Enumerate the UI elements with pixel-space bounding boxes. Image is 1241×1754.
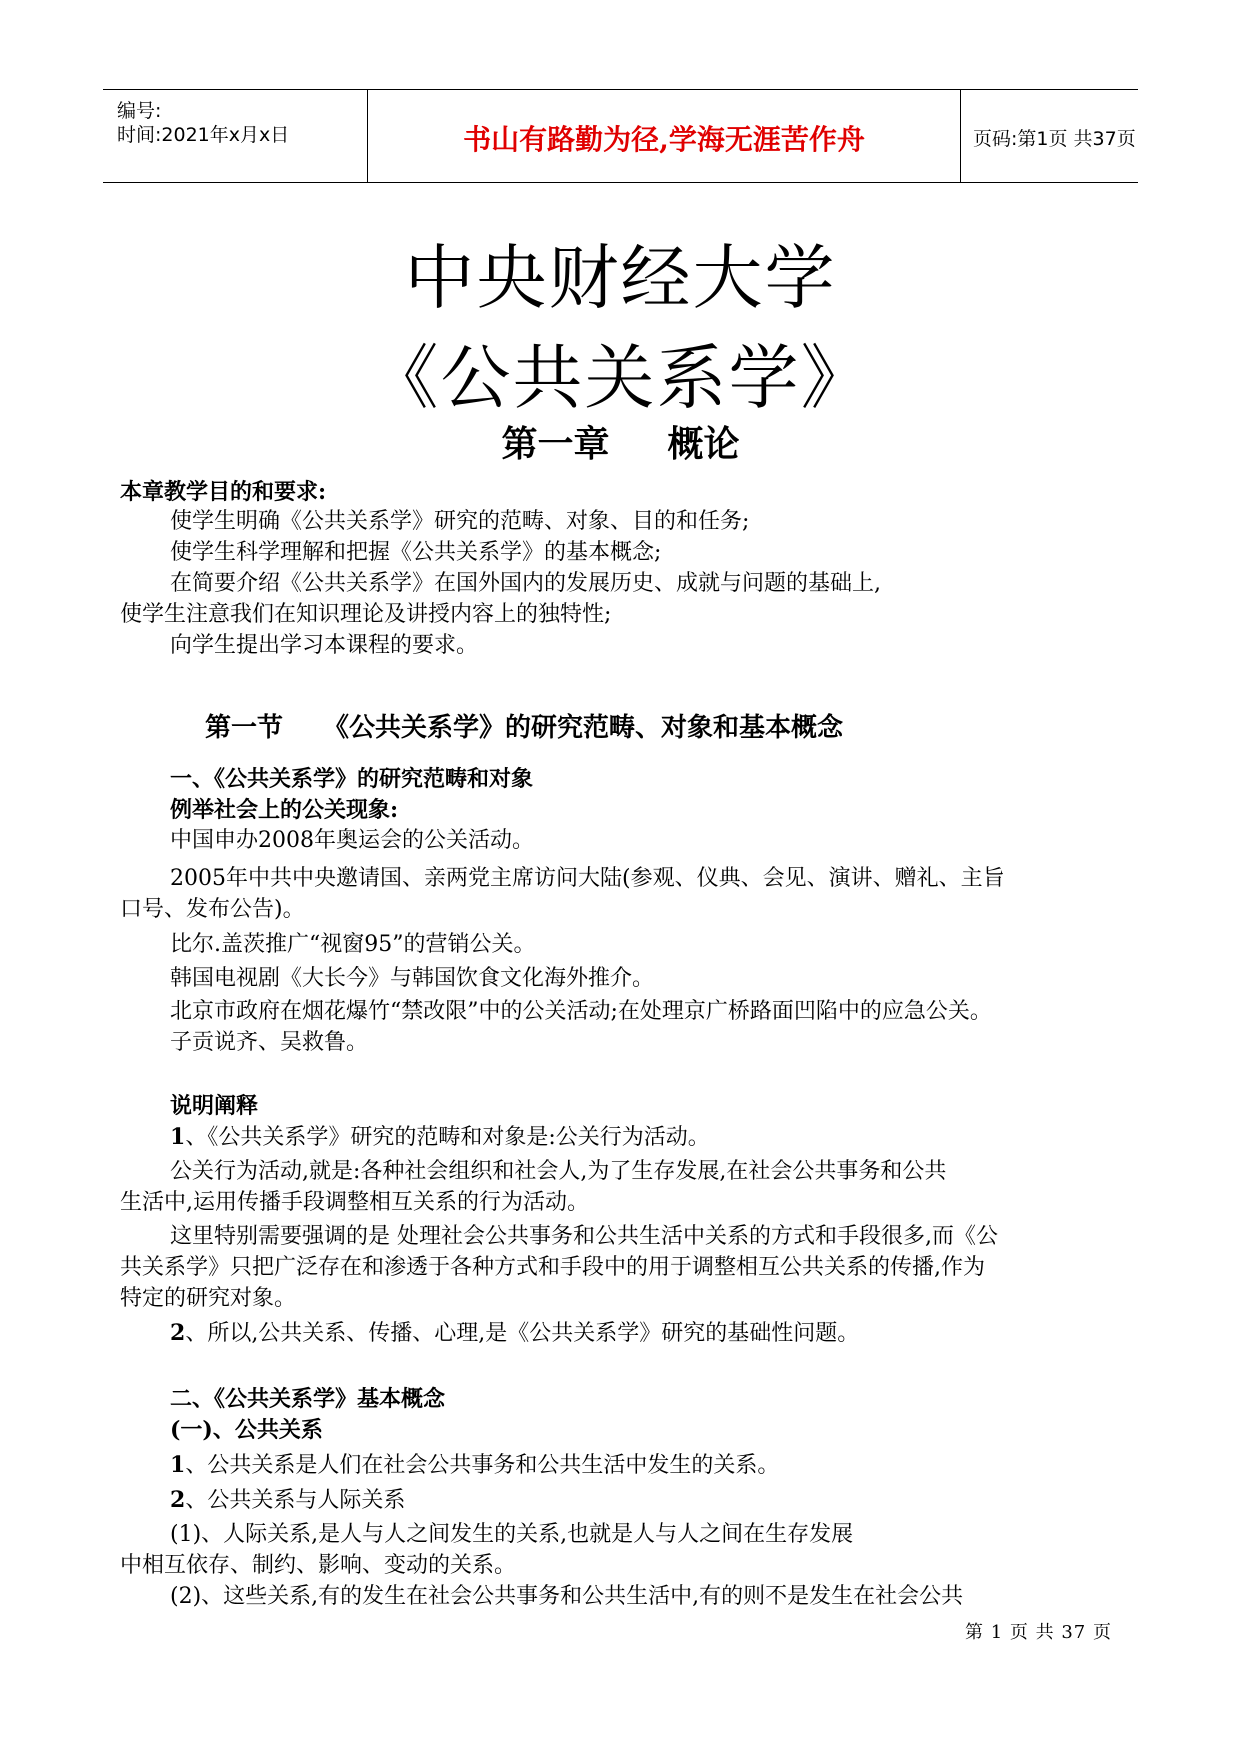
course-title: 《公共关系学》 bbox=[368, 337, 873, 419]
paragraph-number: 1 bbox=[170, 1452, 186, 1478]
header-page-cell bbox=[961, 90, 1138, 182]
subsection-heading: 二、《公共关系学》基本概念 bbox=[170, 1386, 446, 1412]
paragraph-line bbox=[170, 1318, 859, 1349]
time-label: 时间:2021年x月x日 bbox=[117, 124, 290, 146]
paragraph-line: 生活中,运用传播手段调整相互关系的行为活动。 bbox=[120, 1190, 589, 1215]
example-line: 北京市政府在烟花爆竹“禁改限”中的公关活动;在处理京广桥路面凹陷中的应急公关。 bbox=[170, 999, 992, 1024]
paragraph-number: 1 bbox=[170, 1124, 186, 1150]
chapter-number: 第一章 bbox=[501, 424, 610, 465]
paragraph-line: 共关系学》只把广泛存在和渗透于各种方式和手段中的用于调整相互公共关系的传播,作为 bbox=[120, 1255, 985, 1280]
header-motto-cell bbox=[368, 90, 961, 182]
section-label: 第一节 bbox=[205, 713, 284, 743]
objective-line: 向学生提出学习本课程的要求。 bbox=[170, 633, 479, 658]
explain-heading: 说明阐释 bbox=[170, 1093, 259, 1119]
paragraph-line: 公关行为活动,就是:各种社会组织和社会人,为了生存发展,在社会公共事务和公共 bbox=[170, 1159, 947, 1184]
paragraph-text: 、《公共关系学》研究的范畴和对象是:公关行为活动。 bbox=[185, 1125, 710, 1150]
section-heading bbox=[205, 713, 843, 743]
university-title: 中央财经大学 bbox=[404, 237, 837, 319]
chapter-name: 概论 bbox=[667, 424, 740, 465]
objective-line: 使学生明确《公共关系学》研究的范畴、对象、目的和任务; bbox=[170, 509, 750, 534]
page-footer: 第 1 页 共 37 页 bbox=[965, 1622, 1112, 1643]
paragraph-line bbox=[170, 1485, 405, 1516]
page-label: 页码:第1页 共37页 bbox=[973, 128, 1136, 150]
example-line: 口号、发布公告)。 bbox=[120, 897, 305, 922]
example-line: 韩国电视剧《大长今》与韩国饮食文化海外推介。 bbox=[170, 966, 655, 991]
paragraph-text: 、公共关系是人们在社会公共事务和公共生活中发生的关系。 bbox=[185, 1453, 780, 1478]
objective-line: 使学生注意我们在知识理论及讲授内容上的独特性; bbox=[120, 602, 612, 627]
example-line: 中国申办2008年奥运会的公关活动。 bbox=[170, 828, 534, 853]
paragraph-line bbox=[170, 1450, 779, 1481]
number-label: 编号: bbox=[117, 100, 162, 122]
paragraph-line: 这里特别需要强调的是 处理社会公共事务和公共生活中关系的方式和手段很多,而《公 bbox=[170, 1224, 998, 1249]
paragraph-number: 2 bbox=[170, 1320, 186, 1346]
header-info-cell bbox=[103, 90, 368, 182]
example-line: 子贡说齐、吴救鲁。 bbox=[170, 1030, 369, 1055]
paragraph-line: 中相互依存、制约、影响、变动的关系。 bbox=[120, 1553, 517, 1578]
chapter-title bbox=[0, 416, 1241, 467]
examples-heading: 例举社会上的公关现象: bbox=[170, 797, 399, 823]
subsubsection-heading: (一)、公共关系 bbox=[170, 1417, 323, 1443]
section-title: 《公共关系学》的研究范畴、对象和基本概念 bbox=[323, 713, 844, 743]
paragraph-number: 2 bbox=[170, 1487, 186, 1513]
paragraph-line: 特定的研究对象。 bbox=[120, 1286, 297, 1311]
objectives-heading: 本章教学目的和要求: bbox=[120, 479, 327, 505]
paragraph-line: (1)、人际关系,是人与人之间发生的关系,也就是人与人之间在生存发展 bbox=[170, 1522, 854, 1547]
example-line: 2005年中共中央邀请国、亲两党主席访问大陆(参观、仪典、会见、演讲、赠礼、主旨 bbox=[170, 866, 1005, 891]
paragraph-text: 、所以,公共关系、传播、心理,是《公共关系学》研究的基础性问题。 bbox=[185, 1321, 860, 1346]
objective-line: 使学生科学理解和把握《公共关系学》的基本概念; bbox=[170, 540, 662, 565]
header-table bbox=[103, 89, 1138, 183]
paragraph-text: 、公共关系与人际关系 bbox=[185, 1488, 406, 1513]
subsection-heading: 一、《公共关系学》的研究范畴和对象 bbox=[170, 766, 534, 792]
objective-line: 在简要介绍《公共关系学》在国外国内的发展历史、成就与问题的基础上, bbox=[170, 571, 881, 596]
motto: 书山有路勤为径,学海无涯苦作舟 bbox=[463, 123, 865, 156]
paragraph-line bbox=[170, 1122, 710, 1153]
paragraph-line: (2)、这些关系,有的发生在社会公共事务和公共生活中,有的则不是发生在社会公共 bbox=[170, 1584, 964, 1609]
example-line: 比尔.盖茨推广“视窗95”的营销公关。 bbox=[170, 932, 536, 957]
